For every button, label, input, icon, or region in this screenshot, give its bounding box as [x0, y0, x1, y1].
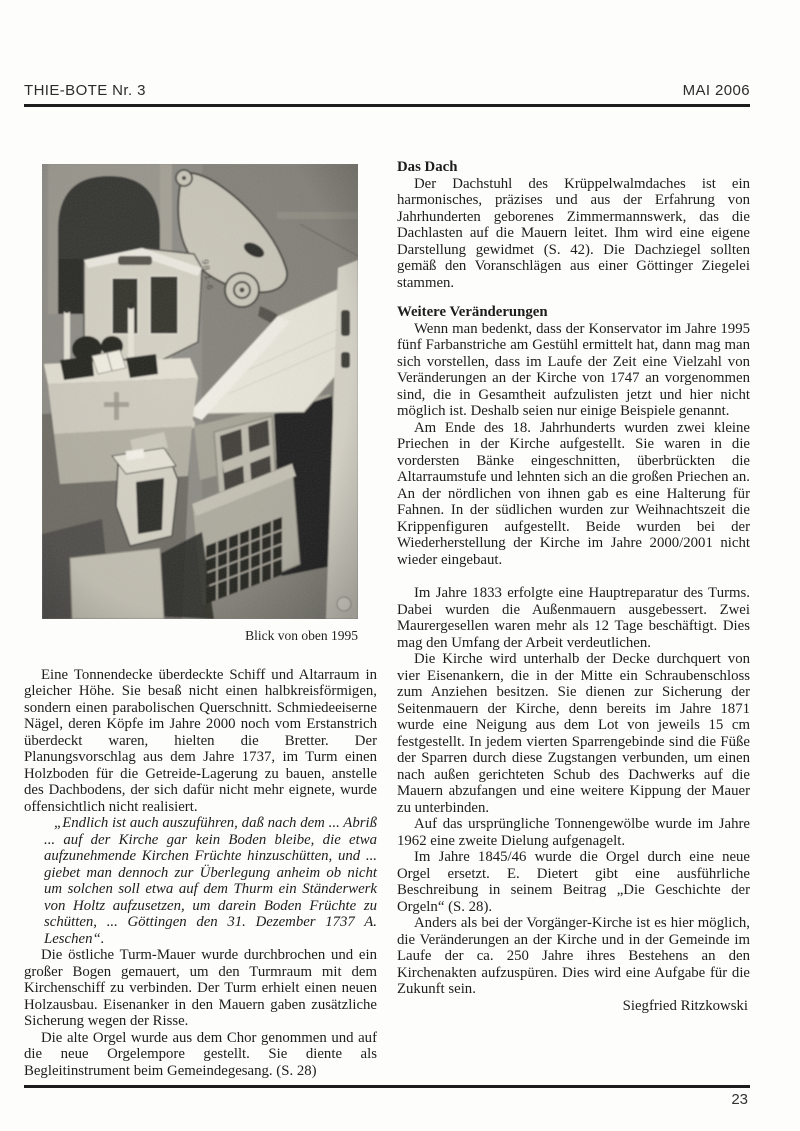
issue-date: MAI 2006 [682, 82, 750, 99]
paragraph-tonnendecke: Eine Tonnendecke überdeckte Schiff und Altarraum in gleicher Höhe. Sie besaß nicht einen halbkreisförmigen, sondern einen parabolischen Querschnitt. Schmiedeeiserne Nägel, deren Köpfe im Jahre 2000 noch vom Erstanstrich überdeckt waren, hielten die Bretter. Der Planungsvorschlag aus dem Jahre 1737, im Turm einen Holzboden für die Getreide-Lagerung zu bauen, anstelle des Dachbodens, der sich dafür nicht mehr eignete, wurde offensichtlich nicht realisiert. [24, 666, 377, 815]
right-column [397, 159, 750, 1079]
page-header [24, 82, 750, 107]
author-signature: Siegfried Ritzkowski [622, 997, 748, 1014]
paragraph-priechen: Am Ende des 18. Jahrhunderts wurden zwei kleine Priechen in der Kirche aufgestellt. Sie waren in die vordersten Bänke eingeschnitten, überbrückten die Altarraumstufe und lehnten sich an die großen Priechen an. An der nördlichen von ihnen gab es eine Halterung für Fahnen. In der südlichen wurden zur Weihnachtszeit die Krippenfiguren aufgestellt. Beide wurden bei der Wiederherstellung der Kirche im Jahre 2000/2001 nicht wieder eingebaut. [397, 419, 750, 568]
paragraph-hauptreparatur: Im Jahre 1833 erfolgte eine Hauptreparatur des Turms. Dabei wurden die Außenmauern ausgebessert. Zwei Maurergesellen waren mehr als 12 Tage beschäftigt. Dies mag den Umfang der Arbeit verdeutlichen. [397, 585, 750, 651]
paragraph-eisenanker: Die Kirche wird unterhalb der Decke durchquert von vier Eisenankern, die in der Mitte ein Schraubenschloss zum Anziehen besitzen. Sie dienen zur Sicherung der Seitenmauern der Kirche, denn bereits im Jahre 1871 wurde eine Neigung aus dem Lot von jeweils 15 cm festgestellt. In jedem vierten Sparrengebinde sind die Füße der Sparren durch diese Zugstangen verbunden, um einen nach außen gerichteten Schub des Dachwerks auf die Mauern abzufangen und eine weitere Kippung der Mauer zu unterbinden. [397, 651, 750, 816]
photo-illustration [42, 164, 358, 619]
paragraph-alte-orgel: Die alte Orgel wurde aus dem Chor genommen und auf die neue Orgelempore gestellt. Sie diente als Begleitinstrument beim Gemeindegesang. (S. 28) [24, 1029, 377, 1079]
paragraph-dachstuhl: Der Dachstuhl des Krüppelwalmdaches ist ein harmonisches, präzises und aus der Erfahrung von Jahrhunderten geborenes Zimmermannswerk, das die Dachlasten auf die Mauern leitet. Ihm wird eine eigene Darstellung gewidmet (S. 42). Die Dachziegel sollten gemäß den Voranschlägen aus einer Göttinger Ziegelei stammen. [397, 175, 750, 291]
figure-church-photo [24, 164, 377, 645]
historical-quotation: „Endlich ist auch auszuführen, daß nach dem ... Abriß ... auf der Kirche gar kein Boden bleibe, die etwa aufzunehmende Kirchen Früchte hinzuschütten, und ... giebet man dennoch zur Überlegung anheim ob nicht um solchen soll etwa auf dem Thurm ein Ständerwerk von Holtz aufzusetzen, um darein Boden Früchte zu schütten, ... Göttingen den 31. Dezember 1737 A. Leschen“. [44, 815, 377, 947]
heading-weitere-veraenderungen: Weitere Veränderungen [397, 304, 548, 320]
paragraph-turm-mauer: Die östliche Turm-Mauer wurde durchbrochen und ein großer Bogen gemauert, um den Turmraum mit dem Kirchenschiff zu verbinden. Der Turm erhielt einen neuen Holzausbau. Eisenanker in den Mauern gaben zusätzliche Sicherung wegen der Risse. [24, 947, 377, 1029]
photo-caption: Blick von oben 1995 [245, 628, 358, 643]
paragraph-kirchenakten: Anders als bei der Vorgänger-Kirche ist es hier möglich, die Veränderungen an der Kirche und in der Gemeinde im Laufe der ca. 250 Jahre ihres Bestehens an den Kirchenakten aufzuspüren. Dies wird eine Aufgabe für die Zukunft sein. [397, 915, 750, 997]
paragraph-konservator: Wenn man bedenkt, dass der Konservator im Jahre 1995 fünf Farbanstriche am Gestühl ermittelt hat, dann mag man sich vorstellen, dass im Laufe der Zeit eine Vielzahl von Veränderungen an der Kirche von 1747 an vorgenommen sind, die in Gesamtheit aufzulisten jetzt und hier nicht möglich ist. Deshalb seien nur einige Beispiele genannt. [397, 320, 750, 419]
paragraph-tonnengewoelbe: Auf das ursprüngliche Tonnengewölbe wurde im Jahre 1962 eine zweite Dielung aufgenagelt. [397, 816, 750, 849]
heading-das-dach: Das Dach [397, 159, 458, 175]
paragraph-orgel-1845: Im Jahre 1845/46 wurde die Orgel durch eine neue Orgel ersetzt. E. Dietert gibt eine ausführliche Beschreibung in seinem Beitrag „Die Geschichte der Orgeln“ (S. 28). [397, 849, 750, 915]
page-number: 23 [731, 1091, 748, 1108]
left-column [24, 159, 377, 1079]
two-column-body [24, 159, 750, 1079]
church-interior-photo [42, 164, 358, 619]
footer-rule [24, 1085, 750, 1088]
journal-title: THIE-BOTE Nr. 3 [24, 82, 146, 99]
